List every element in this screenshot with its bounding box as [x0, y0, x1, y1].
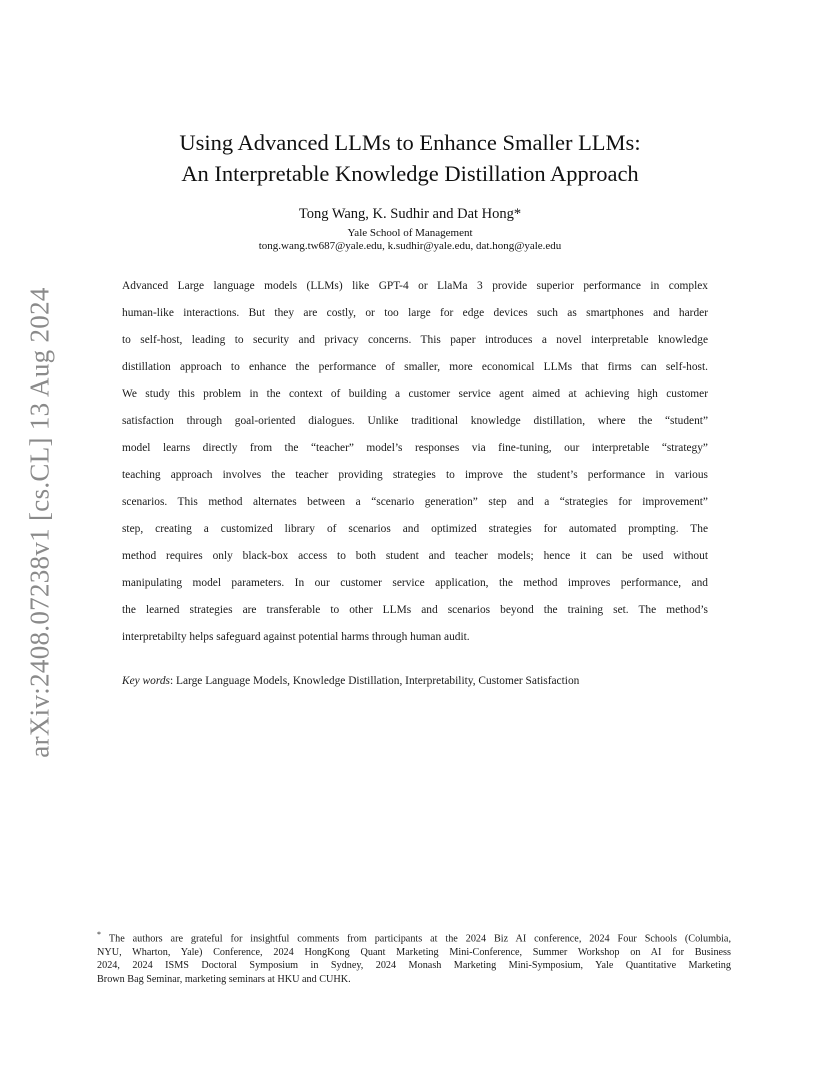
abstract-line: method requires only black-box access to both student and teacher models; hence it can be used without [122, 550, 708, 562]
keywords-label: Key words [122, 675, 170, 687]
footnote-line: Brown Bag Seminar, marketing seminars at HKU and CUHK. [97, 973, 351, 985]
abstract-line: human-like interactions. But they are costly, or too large for edge devices such as smartphones and harder [122, 307, 708, 319]
abstract-line: Advanced Large language models (LLMs) like GPT-4 or LlaMa 3 provide superior performance in complex [122, 280, 708, 292]
footnote-marker: * [97, 930, 101, 939]
footnote [97, 928, 731, 986]
footnote-line: 2024, 2024 ISMS Doctoral Symposium in Sydney, 2024 Monash Marketing Mini-Symposium, Yale Quantitative Marketing [97, 960, 731, 972]
footnote-line [97, 928, 731, 946]
abstract [122, 273, 708, 651]
footnote-line: NYU, Wharton, Yale) Conference, 2024 HongKong Quant Marketing Mini-Conference, Summer Workshop on AI for Business [97, 946, 731, 958]
abstract-line: We study this problem in the context of building a customer service agent aimed at achieving high customer [122, 388, 708, 400]
keywords-colon: : [170, 675, 177, 687]
abstract-line: manipulating model parameters. In our customer service application, the method improves performance, and [122, 577, 708, 589]
affiliation: Yale School of Management [347, 227, 473, 239]
keywords-text: Large Language Models, Knowledge Distillation, Interpretability, Customer Satisfaction [176, 675, 580, 687]
arxiv-identifier-text: arXiv:2408.07238v1 [cs.CL] 13 Aug 2024 [24, 287, 55, 758]
abstract-line: interpretabilty helps safeguard against potential harms through human audit. [122, 631, 470, 643]
abstract-line: the learned strategies are transferable to other LLMs and scenarios beyond the training set. The method’s [122, 604, 708, 616]
abstract-line: to self-host, leading to security and privacy concerns. This paper introduces a novel interpretable knowledge [122, 334, 708, 346]
keywords [122, 675, 579, 687]
abstract-line: satisfaction through goal-oriented dialogues. Unlike traditional knowledge distillation, where the “student” [122, 415, 708, 427]
footnote-line-text: The authors are grateful for insightful comments from participants at the 2024 Biz AI conference, 2024 Four Schools (Columbia, [108, 933, 732, 945]
abstract-line: scenarios. This method alternates between a “scenario generation” step and a “strategies for improvement” [122, 496, 708, 508]
arxiv-identifier-stamp [22, 285, 58, 760]
abstract-line: step, creating a customized library of scenarios and optimized strategies for automated prompting. The [122, 523, 708, 535]
abstract-line: teaching approach involves the teacher providing strategies to improve the student’s performance in various [122, 469, 708, 481]
author-list: Tong Wang, K. Sudhir and Dat Hong* [298, 206, 522, 222]
paper-title-line-2: An Interpretable Knowledge Distillation Approach [181, 161, 639, 186]
abstract-line: distillation approach to enhance the performance of smaller, more economical LLMs that firms can self-host. [122, 361, 708, 373]
author-emails: tong.wang.tw687@yale.edu, k.sudhir@yale.edu, dat.hong@yale.edu [258, 240, 562, 252]
abstract-line: model learns directly from the “teacher” model’s responses via fine-tuning, our interpretable “strategy” [122, 442, 708, 454]
paper-title-line-1: Using Advanced LLMs to Enhance Smaller LLMs: [179, 130, 641, 155]
